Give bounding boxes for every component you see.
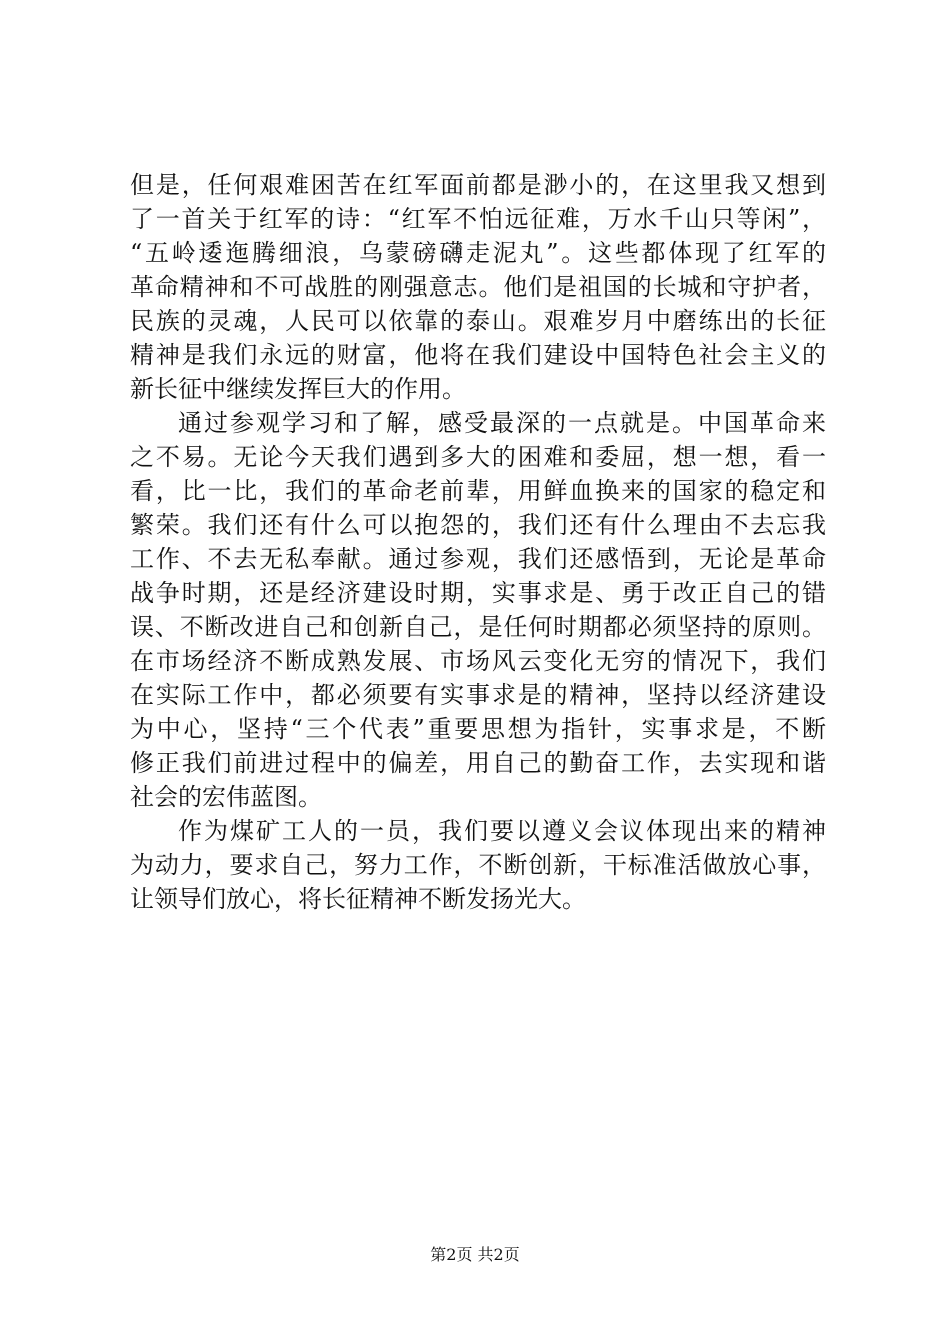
body-text	[130, 168, 826, 916]
page-number: 第2页 共2页	[430, 1245, 520, 1264]
text-line: 通过参观学习和了解，感受最深的一点就是。中国革命来	[178, 409, 826, 437]
text-line: 革命精神和不可战胜的刚强意志。他们是祖国的长城和守护者，	[130, 273, 826, 301]
text-line: 新长征中继续发挥巨大的作用。	[130, 375, 466, 403]
text-line: 了一首关于红军的诗：“红军不怕远征难，万水千山只等闲”，	[130, 205, 826, 233]
text-line: 误、不断改进自己和创新自己，是任何时期都必须坚持的原则。	[130, 613, 826, 641]
text-line: 修正我们前进过程中的偏差，用自己的勤奋工作，去实现和谐	[130, 749, 826, 777]
text-line: 作为煤矿工人的一员，我们要以遵义会议体现出来的精神	[178, 817, 826, 845]
text-line: 战争时期，还是经济建设时期，实事求是、勇于改正自己的错	[130, 579, 826, 607]
text-line: 繁荣。我们还有什么可以抱怨的，我们还有什么理由不去忘我	[130, 511, 826, 539]
text-line: 之不易。无论今天我们遇到多大的困难和委屈，想一想，看一	[130, 443, 826, 471]
text-line: 看，比一比，我们的革命老前辈，用鲜血换来的国家的稳定和	[130, 477, 826, 505]
text-line: 为中心，坚持“三个代表”重要思想为指针，实事求是，不断	[130, 715, 826, 743]
text-line: 工作、不去无私奉献。通过参观，我们还感悟到，无论是革命	[130, 545, 826, 573]
text-line: 在市场经济不断成熟发展、市场风云变化无穷的情况下，我们	[130, 647, 826, 675]
text-line: 但是，任何艰难困苦在红军面前都是渺小的，在这里我又想到	[130, 171, 826, 199]
text-line: 精神是我们永远的财富，他将在我们建设中国特色社会主义的	[130, 341, 826, 369]
text-line: 在实际工作中，都必须要有实事求是的精神，坚持以经济建设	[130, 681, 826, 709]
text-line: 为动力，要求自己，努力工作，不断创新，干标准活做放心事，	[130, 851, 826, 879]
text-line: “五岭逶迤腾细浪，乌蒙磅礴走泥丸”。这些都体现了红军的	[130, 239, 826, 267]
text-line: 民族的灵魂，人民可以依靠的泰山。艰难岁月中磨练出的长征	[130, 307, 826, 335]
text-line: 让领导们放心，将长征精神不断发扬光大。	[130, 885, 586, 913]
text-line: 社会的宏伟蓝图。	[130, 783, 322, 811]
page-footer	[0, 1244, 950, 1266]
